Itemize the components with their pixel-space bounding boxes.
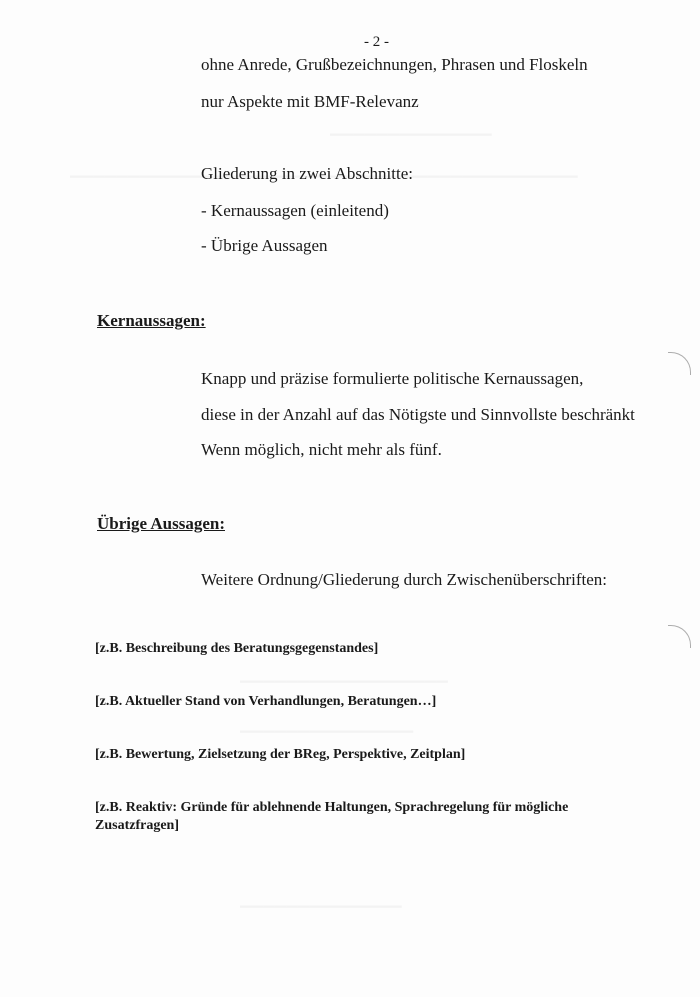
section-heading-uebrige: Übrige Aussagen: bbox=[97, 514, 225, 533]
intro-line-1: ohne Anrede, Grußbezeichnungen, Phrasen und Floskeln bbox=[201, 55, 588, 74]
uebrige-lead: Weitere Ordnung/Gliederung durch Zwischenüberschriften: bbox=[201, 570, 608, 589]
kernaussagen-line-1: Knapp und präzise formulierte politische Kernaussagen, bbox=[201, 369, 584, 388]
punch-hole-mark bbox=[668, 352, 691, 375]
section-heading-kernaussagen: Kernaussagen: bbox=[97, 311, 206, 330]
example-heading: [z.B. Bewertung, Zielsetzung der BReg, Perspektive, Zeitplan] bbox=[95, 747, 466, 762]
kernaussagen-line-2: diese in der Anzahl auf das Nötigste und Sinnvollste beschränkt bbox=[201, 405, 635, 424]
structure-item-uebrige: - Übrige Aussagen bbox=[201, 236, 328, 255]
structure-item-kernaussagen: - Kernaussagen (einleitend) bbox=[201, 201, 389, 220]
structure-lead: Gliederung in zwei Abschnitte: bbox=[201, 164, 413, 183]
example-heading: [z.B. Reaktiv: Gründe für ablehnende Haltungen, Sprachregelung für mögliche Zusatzfragen] bbox=[95, 800, 569, 833]
intro-line-2: nur Aspekte mit BMF-Relevanz bbox=[201, 92, 419, 111]
example-heading: [z.B. Aktueller Stand von Verhandlungen, Beratungen…] bbox=[95, 694, 437, 709]
punch-hole-mark bbox=[668, 625, 691, 648]
kernaussagen-line-3: Wenn möglich, nicht mehr als fünf. bbox=[201, 440, 442, 459]
show-through-text bbox=[240, 715, 413, 734]
show-through-text bbox=[240, 890, 402, 909]
example-heading: [z.B. Beschreibung des Beratungsgegenstandes] bbox=[95, 641, 379, 656]
show-through-text bbox=[330, 118, 492, 137]
page-number: - 2 - bbox=[364, 34, 389, 50]
show-through-text bbox=[240, 665, 448, 684]
